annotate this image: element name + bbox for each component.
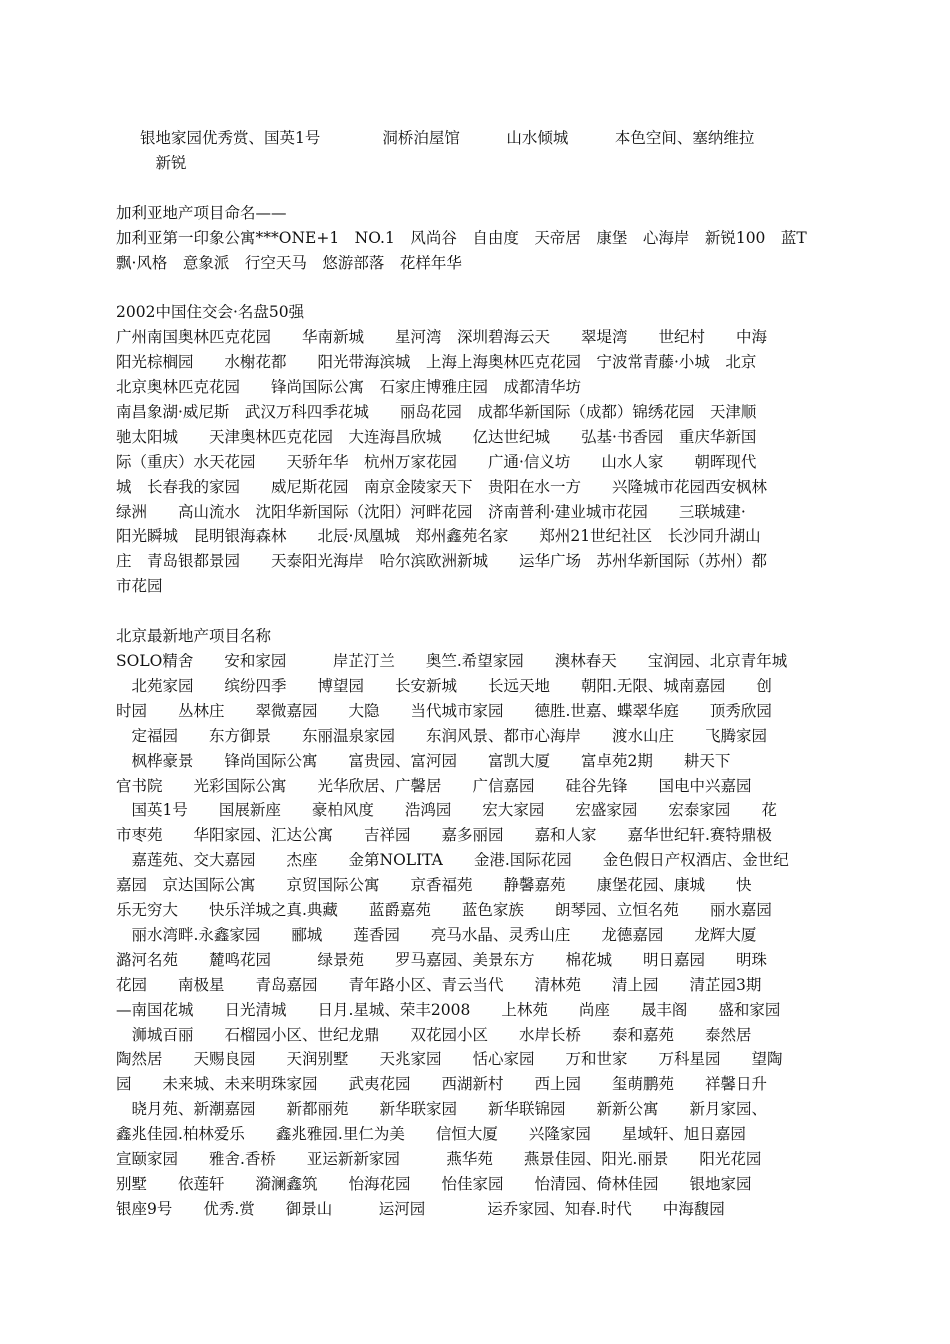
section-beijing bbox=[116, 624, 836, 1222]
section-line: 潞河名苑 麓鸣花园 绿景苑 罗马嘉园、美景东方 棉花城 明日嘉园 明珠 bbox=[116, 950, 768, 969]
intro-block bbox=[116, 126, 836, 176]
section-line: 银座9号 优秀.赏 御景山 运河园 运乔家园、知春.时代 中海馥园 bbox=[116, 1199, 725, 1218]
section-title: 加利亚地产项目命名—— bbox=[116, 203, 287, 222]
section-line: 晓月苑、新潮嘉园 新都丽苑 新华联家园 新华联锦园 新新公寓 新月家园、 bbox=[116, 1100, 768, 1119]
section-line: 别墅 依莲轩 漪澜鑫筑 怡海花园 怡佳家园 怡清园、倚林佳园 银地家园 bbox=[116, 1175, 752, 1194]
section-line: 北京奥林匹克花园 锋尚国际公寓 石家庄博雅庄园 成都清华坊 bbox=[116, 378, 582, 397]
section-title: 北京最新地产项目名称 bbox=[116, 627, 272, 646]
section-line: 嘉园 京达国际公寓 京贸国际公寓 京香福苑 静馨嘉苑 康堡花园、康城 快 bbox=[116, 876, 752, 895]
section-line: 城 长春我的家园 威尼斯花园 南京金陵家天下 贵阳在水一方 兴隆城市花园西安枫林 bbox=[116, 477, 768, 496]
section-line: 加利亚第一印象公寓***ONE+1 NO.1 风尚谷 自由度 天帝居 康堡 心海岸 新锐100 蓝T bbox=[116, 228, 807, 247]
section-line: 嘉莲苑、交大嘉园 杰座 金第NOLITA 金港.国际花园 金色假日产权酒店、金世纪 bbox=[116, 851, 789, 870]
section-line: 阳光瞬城 昆明银海森林 北辰·凤凰城 郑州鑫苑名家 郑州21世纪社区 长沙同升湖山 bbox=[116, 527, 761, 546]
section-line: 园 未来城、未来明珠家园 武夷花园 西湖新村 西上园 玺萌鹏苑 祥馨日升 bbox=[116, 1075, 768, 1094]
spacer bbox=[116, 275, 836, 300]
spacer bbox=[116, 176, 836, 201]
section-line: 南昌象湖·威尼斯 武汉万科四季花城 丽岛花园 成都华新国际（成都）锦绣花园 天津顺 bbox=[116, 402, 757, 421]
intro-line: 新锐 bbox=[140, 153, 187, 172]
section-line: 驰太阳城 天津奥林匹克花园 大连海昌欣城 亿达世纪城 弘基·书香园 重庆华新国 bbox=[116, 427, 757, 446]
section-line: 北苑家园 缤纷四季 博望园 长安新城 长远天地 朝阳.无限、城南嘉园 创 bbox=[116, 676, 772, 695]
section-line: 定福园 东方御景 东丽温泉家园 东润风景、都市心海岸 渡水山庄 飞腾家园 bbox=[116, 726, 768, 745]
section-line: 绿洲 高山流水 沈阳华新国际（沈阳）河畔花园 济南普利·建业城市花园 三联城建· bbox=[116, 502, 746, 521]
section-jialiya bbox=[116, 201, 836, 276]
section-title: 2002中国住交会·名盘50强 bbox=[116, 303, 305, 322]
section-line: 时园 丛林庄 翠微嘉园 大隐 当代城市家园 德胜.世嘉、蝶翠华庭 顶秀欣园 bbox=[116, 701, 772, 720]
document-page bbox=[116, 126, 836, 1222]
intro-line: 银地家园优秀赏、国英1号 洞桥泊屋馆 山水倾城 本色空间、塞纳维拉 bbox=[140, 129, 755, 147]
section-line: 陶然居 天赐良园 天润别墅 天兆家园 恬心家园 万和世家 万科星园 望陶 bbox=[116, 1050, 783, 1069]
section-line: 浉城百丽 石榴园小区、世纪龙鼎 双花园小区 水岸长桥 泰和嘉苑 泰然居 bbox=[116, 1025, 752, 1044]
section-line: —南国花城 日光清城 日月.星城、荣丰2008 上林苑 尚座 晟丰阁 盛和家园 bbox=[116, 1000, 781, 1019]
section-line: SOLO精舍 安和家园 岸芷汀兰 奥竺.希望家园 澳林春天 宝润园、北京青年城 bbox=[116, 651, 788, 670]
section-line: 枫桦豪景 锋尚国际公寓 富贵园、富河园 富凯大厦 富卓苑2期 耕天下 bbox=[116, 751, 731, 770]
section-line: 鑫兆佳园.柏林爱乐 鑫兆雅园.里仁为美 信恒大厦 兴隆家园 星域轩、旭日嘉园 bbox=[116, 1125, 746, 1144]
section-line: 广州南国奥林匹克花园 华南新城 星河湾 深圳碧海云天 翠堤湾 世纪村 中海 bbox=[116, 328, 768, 347]
section-line: 花园 南极星 青岛嘉园 青年路小区、青云当代 清林苑 清上园 清芷园3期 bbox=[116, 975, 762, 994]
section-line: 庄 青岛银都景园 天泰阳光海岸 哈尔滨欧洲新城 运华广场 苏州华新国际（苏州）都 bbox=[116, 552, 768, 571]
spacer bbox=[116, 599, 836, 624]
section-line: 宣颐家园 雅舍.香桥 亚运新新家园 燕华苑 燕景佳园、阳光.丽景 阳光花园 bbox=[116, 1150, 762, 1169]
section-line: 阳光棕榈园 水榭花都 阳光带海滨城 上海上海奥林匹克花园 宁波常青藤·小城 北京 bbox=[116, 353, 757, 372]
section-line: 飘·风格 意象派 行空天马 悠游部落 花样年华 bbox=[116, 253, 462, 272]
section-line: 市花园 bbox=[116, 577, 163, 596]
section-line: 际（重庆）水天花园 天骄年华 杭州万家花园 广通·信义坊 山水人家 朝晖现代 bbox=[116, 452, 757, 471]
section-line: 官书院 光彩国际公寓 光华欣居、广馨居 广信嘉园 硅谷先锋 国电中兴嘉园 bbox=[116, 776, 752, 795]
section-line: 国英1号 国展新座 豪柏风度 浩鸿园 宏大家园 宏盛家园 宏泰家园 花 bbox=[116, 801, 777, 820]
section-top50 bbox=[116, 300, 836, 599]
section-line: 丽水湾畔.永鑫家园 郦城 莲香园 亮马水晶、灵秀山庄 龙德嘉园 龙辉大厦 bbox=[116, 925, 757, 944]
section-line: 市枣苑 华阳家园、汇达公寓 吉祥园 嘉多丽园 嘉和人家 嘉华世纪轩.赛特鼎极 bbox=[116, 826, 772, 845]
section-line: 乐无穷大 快乐洋城之真.典藏 蓝爵嘉苑 蓝色家族 朗琴园、立恒名苑 丽水嘉园 bbox=[116, 901, 772, 920]
